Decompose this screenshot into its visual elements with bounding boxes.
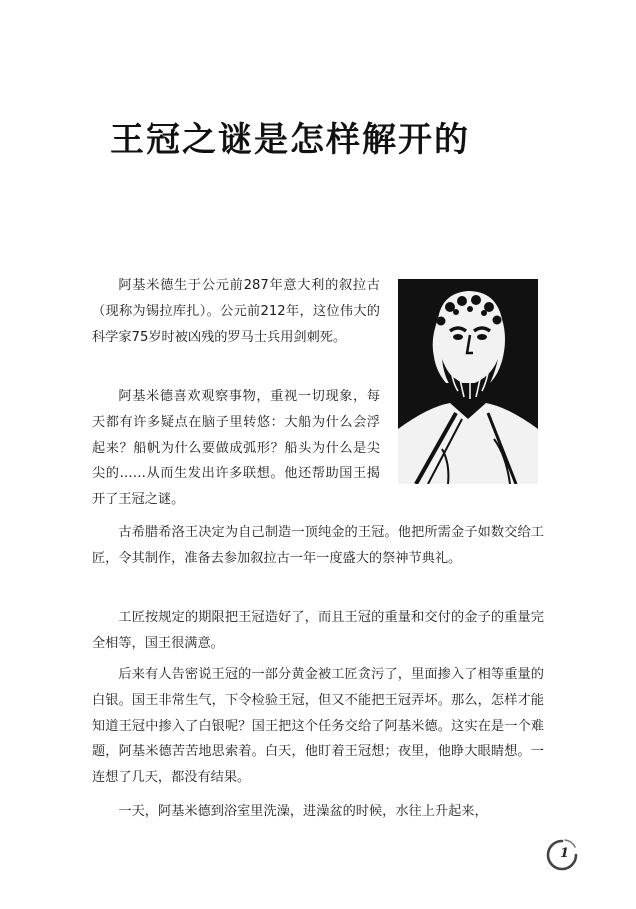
paragraph-2: 阿基米德喜欢观察事物，重视一切现象，每天都有许多疑点在脑子里转悠：大船为什么会浮起来？船帆为什么要做成弧形？船头为什么是尖尖的……从而生发出许多联想。他还帮助国王揭开了王冠之谜。	[92, 389, 380, 508]
paragraph-3: 古希腊希洛王决定为自己制造一顶纯金的王冠。他把所需金子如数交给工匠，令其制作，准备去参加叙拉古一年一度盛大的祭神节典礼。	[92, 525, 544, 566]
paragraph-6: 一天，阿基米德到浴室里洗澡，进澡盆的时候，水往上升起来，	[118, 804, 488, 819]
page-number: 1	[560, 846, 570, 861]
archimedes-portrait	[398, 279, 538, 484]
page-title: 王冠之谜是怎样解开的	[110, 120, 470, 160]
paragraph-4: 工匠按规定的期限把王冠造好了，而且王冠的重量和交付的金子的重量完全相等，国王很满意。	[92, 610, 544, 651]
paragraph-5: 后来有人告密说王冠的一部分黄金被工匠贪污了，里面掺入了相等重量的白银。国王非常生气，下令检验王冠，但又不能把王冠弄坏。那么，怎样才能知道王冠中掺入了白银呢？国王把这个任务交给了阿基米德。这实在是一个难题，阿基米德苦苦地思索着。白天，他盯着王冠想；夜里，他睁大眼睛想。一连想了几天，都没有结果。	[92, 667, 544, 786]
paragraph-1: 阿基米德生于公元前287年意大利的叙拉古（现称为锡拉库扎）。公元前212年，这位伟大的科学家75岁时被凶残的罗马士兵用剑刺死。	[92, 278, 380, 345]
